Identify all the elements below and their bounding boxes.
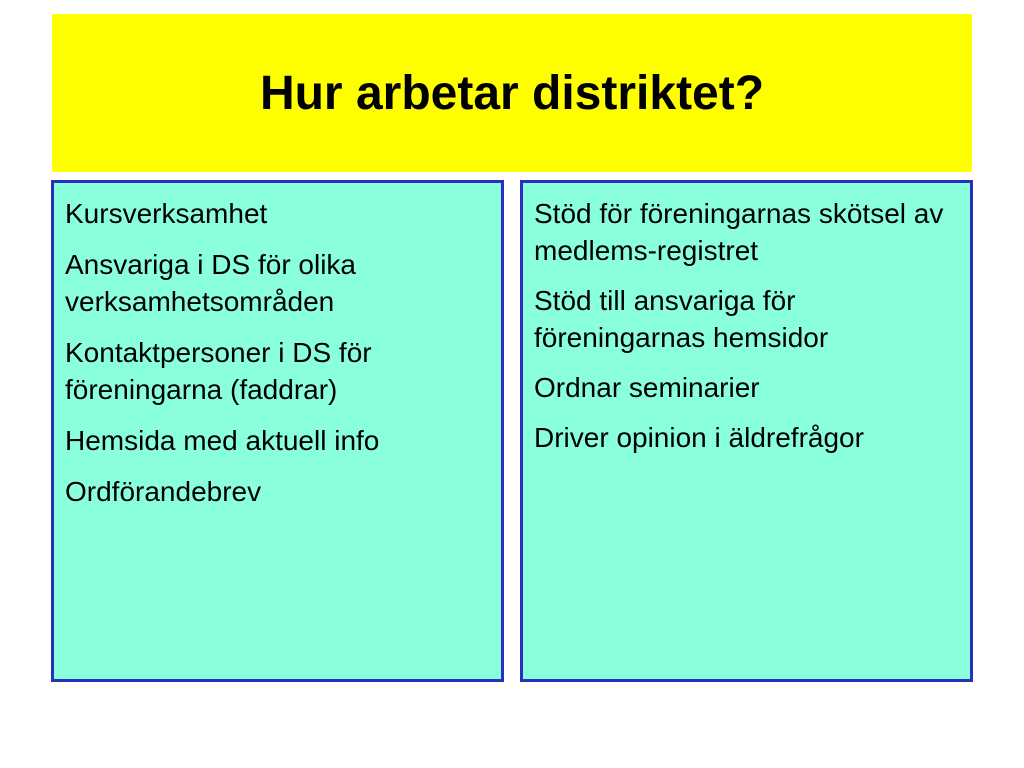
right-item-medlemsregister: Stöd för föreningarnas skötsel av medlems-registret: [534, 198, 944, 266]
title-band: [52, 14, 972, 172]
left-item-hemsida: Hemsida med aktuell info: [65, 425, 380, 456]
right-item-opinion: Driver opinion i äldrefrågor: [534, 422, 864, 453]
right-text-box: [520, 180, 973, 682]
left-item-ansvariga: Ansvariga i DS för olika verksamhetsområden: [65, 249, 357, 317]
left-text-box: [51, 180, 504, 682]
right-item-seminarier: Ordnar seminarier: [534, 372, 760, 403]
left-item-ordforandebrev: Ordförandebrev: [65, 476, 262, 507]
left-item-kontaktpersoner: Kontaktpersoner i DS för föreningarna (faddrar): [65, 337, 372, 405]
slide-title: Hur arbetar distriktet?: [259, 66, 765, 120]
left-item-kursverksamhet: Kursverksamhet: [65, 198, 268, 229]
right-item-hemsidor: Stöd till ansvariga för föreningarnas hemsidor: [534, 285, 829, 353]
